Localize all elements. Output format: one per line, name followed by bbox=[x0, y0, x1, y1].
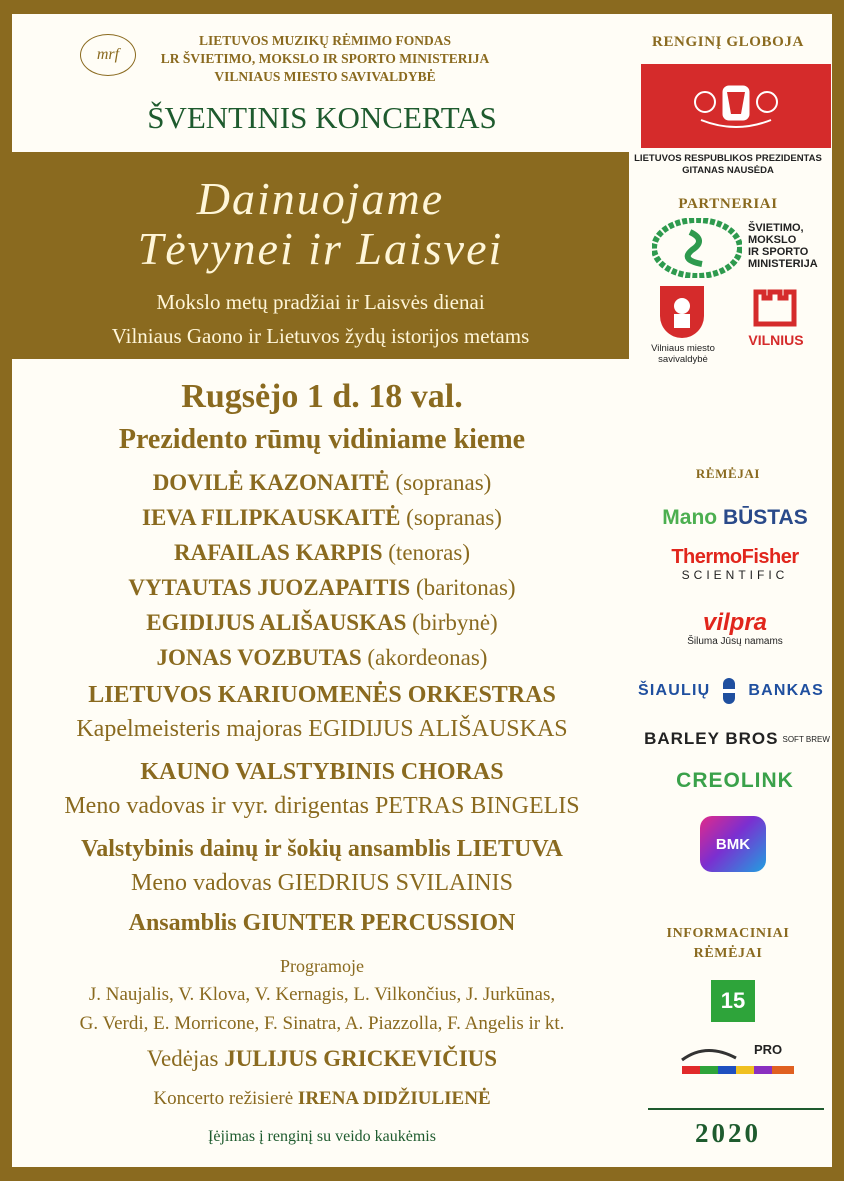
vilnius-caption: Vilniaus miesto savivaldybė bbox=[651, 343, 715, 365]
sponsor-creolink: CREOLINK bbox=[676, 769, 794, 792]
event-year: 2020 bbox=[695, 1118, 761, 1148]
orchestra-leader: Kapelmeisteris majoras EGIDIJUS ALIŠAUSKAS bbox=[76, 716, 568, 742]
ministry-text: ŠVIETIMO, MOKSLO IR SPORTO MINISTERIJA bbox=[748, 222, 818, 270]
ensemble-name: Valstybinis dainų ir šokių ansamblis LIETUVA bbox=[81, 836, 563, 862]
ministry-emblem-icon bbox=[652, 218, 742, 278]
siauliu-bankas-logo-icon bbox=[716, 676, 742, 706]
presidential-emblem bbox=[641, 64, 831, 148]
mrf-logo: mrf bbox=[80, 34, 136, 76]
title-line-1: Dainuojame bbox=[196, 173, 445, 224]
host: Vedėjas JULIJUS GRICKEVIČIUS bbox=[146, 1046, 498, 1071]
sponsor-vilpra: vilpra Šiluma Jūsų namams bbox=[687, 609, 783, 647]
vilnius-tower-icon bbox=[752, 288, 798, 328]
performer-6: JONAS VOZBUTAS (akordeonas) bbox=[156, 645, 488, 670]
performer-2: IEVA FILIPKAUSKAITĖ (sopranas) bbox=[142, 505, 502, 530]
director: Koncerto režisierė IRENA DIDŽIULIENĖ bbox=[153, 1088, 491, 1109]
performer-3: RAFAILAS KARPIS (tenoras) bbox=[173, 540, 471, 565]
org-line-1: LIETUVOS MUZIKŲ RĖMIMO FONDAS bbox=[198, 33, 452, 48]
sponsor-thermofisher: ThermoFisher SCIENTIFIC bbox=[671, 546, 799, 582]
performer-5: EGIDIJUS ALIŠAUSKAS (birbynė) bbox=[146, 610, 498, 635]
vilnius-logo: VILNIUS bbox=[748, 332, 804, 348]
event-venue: Prezidento rūmų vidiniame kieme bbox=[118, 424, 526, 455]
program-line-1: J. Naujalis, V. Klova, V. Kernagis, L. Vilkončius, J. Jurkūnas, bbox=[88, 984, 556, 1005]
subtitle-line-1: Mokslo metų pradžiai ir Laisvės dienai bbox=[156, 290, 485, 314]
event-date: Rugsėjo 1 d. 18 val. bbox=[181, 378, 463, 415]
sponsor-barley-bros: BARLEY BROS SOFT BREW bbox=[644, 729, 830, 748]
patron-caption: LIETUVOS RESPUBLIKOS PREZIDENTAS GITANAS NAUSĖDA bbox=[634, 153, 822, 176]
choir-leader: Meno vadovas ir vyr. dirigentas PETRAS BINGELIS bbox=[64, 793, 580, 819]
sponsors-header: RĖMĖJAI bbox=[695, 466, 761, 481]
info-sponsors-header: INFORMACINIAI RĖMĖJAI bbox=[666, 926, 790, 961]
org-line-2: LR ŠVIETIMO, MOKSLO IR SPORTO MINISTERIJA bbox=[160, 51, 490, 66]
performer-1: DOVILĖ KAZONAITĖ (sopranas) bbox=[152, 470, 492, 495]
info-sponsor-15: 15 bbox=[711, 980, 755, 1022]
orchestra-name: LIETUVOS KARIUOMENĖS ORKESTRAS bbox=[88, 682, 556, 708]
title-line-2: Tėvynei ir Laisvei bbox=[137, 223, 504, 274]
org-line-3: VILNIAUS MIESTO SAVIVALDYBĖ bbox=[214, 69, 436, 84]
title-banner bbox=[12, 152, 629, 359]
ensemble-leader: Meno vadovas GIEDRIUS SVILAINIS bbox=[131, 870, 513, 896]
subtitle-line-2: Vilniaus Gaono ir Lietuvos žydų istorijos metams bbox=[111, 324, 530, 348]
sponsor-mano-bustas: Mano BŪSTAS bbox=[662, 506, 808, 529]
event-type: ŠVENTINIS KONCERTAS bbox=[147, 100, 497, 135]
patron-header: RENGINĮ GLOBOJA bbox=[652, 34, 804, 50]
ministry-logo bbox=[652, 218, 742, 278]
program-label: Programoje bbox=[280, 956, 364, 976]
coat-of-arms-icon bbox=[641, 64, 831, 148]
year-divider bbox=[648, 1108, 824, 1110]
percussion-ensemble: Ansamblis GIUNTER PERCUSSION bbox=[128, 910, 516, 936]
vilnius-shield-icon bbox=[660, 286, 704, 338]
pro-logo-icon bbox=[676, 1040, 802, 1076]
info-sponsor-pro: PRO bbox=[676, 1040, 802, 1076]
partners-header: PARTNERIAI bbox=[678, 196, 778, 212]
performer-4: VYTAUTAS JUOZAPAITIS (baritonas) bbox=[128, 575, 516, 600]
program-line-2: G. Verdi, E. Morricone, F. Sinatra, A. Piazzolla, F. Angelis ir kt. bbox=[79, 1013, 565, 1034]
mask-note: Įėjimas į renginį su veido kaukėmis bbox=[208, 1128, 436, 1145]
sponsor-siauliu-bankas: ŠIAULIŲ BANKAS bbox=[628, 676, 834, 706]
sponsor-bmk: BMK bbox=[700, 816, 766, 872]
choir-name: KAUNO VALSTYBINIS CHORAS bbox=[140, 759, 504, 785]
